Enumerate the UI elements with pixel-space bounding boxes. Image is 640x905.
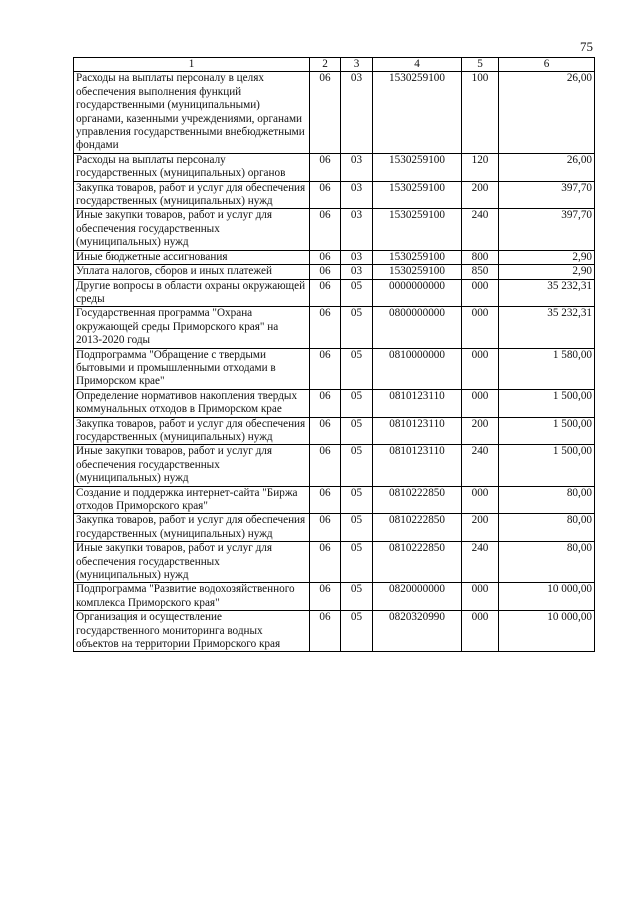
row-name: Иные закупки товаров, работ и услуг для обеспечения государственных (муниципальных) нужд [74,209,310,250]
table-row [74,389,595,417]
row-name: Уплата налогов, сборов и иных платежей [74,265,310,279]
row-expense-type: 200 [462,514,499,542]
row-subsection: 05 [341,389,373,417]
row-target-code: 0820320990 [373,611,462,652]
row-target-code: 0820000000 [373,583,462,611]
row-section: 06 [310,181,341,209]
row-amount: 80,00 [499,486,595,514]
row-amount: 397,70 [499,209,595,250]
row-subsection: 05 [341,486,373,514]
budget-table [73,57,595,652]
header-cell: 4 [373,58,462,72]
row-name: Иные закупки товаров, работ и услуг для обеспечения государственных (муниципальных) нужд [74,445,310,486]
row-section: 06 [310,417,341,445]
row-name: Определение нормативов накопления твердых коммунальных отходов в Приморском крае [74,389,310,417]
row-amount: 26,00 [499,153,595,181]
page-number: 75 [580,39,593,54]
row-section: 06 [310,445,341,486]
row-target-code: 0810000000 [373,348,462,389]
row-expense-type: 000 [462,389,499,417]
row-target-code: 1530259100 [373,181,462,209]
row-target-code: 0810222850 [373,486,462,514]
header-row [74,58,595,72]
row-target-code: 0810222850 [373,542,462,583]
row-section: 06 [310,348,341,389]
row-target-code: 1530259100 [373,209,462,250]
table-row [74,514,595,542]
header-cell: 1 [74,58,310,72]
row-section: 06 [310,209,341,250]
row-section: 06 [310,514,341,542]
row-subsection: 05 [341,611,373,652]
row-section: 06 [310,250,341,264]
row-section: 06 [310,307,341,348]
row-subsection: 05 [341,279,373,307]
row-target-code: 0000000000 [373,279,462,307]
row-name: Подпрограмма "Обращение с твердыми бытовыми и промышленными отходами в Приморском крае" [74,348,310,389]
table-row [74,486,595,514]
table-row [74,181,595,209]
row-subsection: 03 [341,209,373,250]
row-amount: 1 580,00 [499,348,595,389]
row-subsection: 03 [341,153,373,181]
row-name: Подпрограмма "Развитие водохозяйственного комплекса Приморского края" [74,583,310,611]
row-amount: 35 232,31 [499,307,595,348]
row-expense-type: 200 [462,181,499,209]
row-amount: 26,00 [499,72,595,153]
row-amount: 10 000,00 [499,611,595,652]
row-subsection: 03 [341,265,373,279]
row-target-code: 0810123110 [373,389,462,417]
row-expense-type: 000 [462,611,499,652]
row-section: 06 [310,583,341,611]
row-amount: 1 500,00 [499,445,595,486]
row-target-code: 1530259100 [373,153,462,181]
row-amount: 80,00 [499,542,595,583]
row-name: Расходы на выплаты персоналу в целях обеспечения выполнения функций государственными (муниципальными) органами, казенными учреждениями, органами управления государственными внебюджетными фондами [74,72,310,153]
row-name: Создание и поддержка интернет-сайта "Биржа отходов Приморского края" [74,486,310,514]
row-name: Иные бюджетные ассигнования [74,250,310,264]
row-name: Закупка товаров, работ и услуг для обеспечения государственных (муниципальных) нужд [74,514,310,542]
header-cell: 3 [341,58,373,72]
row-expense-type: 000 [462,279,499,307]
table-row [74,153,595,181]
row-section: 06 [310,611,341,652]
row-name: Другие вопросы в области охраны окружающей среды [74,279,310,307]
table-row [74,583,595,611]
table-row [74,250,595,264]
row-section: 06 [310,279,341,307]
row-amount: 80,00 [499,514,595,542]
table-row [74,279,595,307]
table-row [74,265,595,279]
row-expense-type: 000 [462,486,499,514]
row-subsection: 05 [341,417,373,445]
row-subsection: 05 [341,514,373,542]
row-amount: 35 232,31 [499,279,595,307]
row-subsection: 05 [341,307,373,348]
row-amount: 397,70 [499,181,595,209]
row-name: Организация и осуществление государственного мониторинга водных объектов на территории Приморского края [74,611,310,652]
row-amount: 2,90 [499,250,595,264]
row-target-code: 0810123110 [373,417,462,445]
row-name: Иные закупки товаров, работ и услуг для обеспечения государственных (муниципальных) нужд [74,542,310,583]
table-row [74,445,595,486]
row-expense-type: 850 [462,265,499,279]
row-subsection: 05 [341,583,373,611]
row-subsection: 03 [341,250,373,264]
row-expense-type: 240 [462,542,499,583]
row-amount: 10 000,00 [499,583,595,611]
row-expense-type: 800 [462,250,499,264]
header-cell: 2 [310,58,341,72]
row-amount: 2,90 [499,265,595,279]
row-section: 06 [310,265,341,279]
row-expense-type: 000 [462,307,499,348]
row-section: 06 [310,153,341,181]
table-row [74,209,595,250]
row-expense-type: 200 [462,417,499,445]
row-section: 06 [310,486,341,514]
table-row [74,542,595,583]
row-expense-type: 100 [462,72,499,153]
row-name: Закупка товаров, работ и услуг для обеспечения государственных (муниципальных) нужд [74,417,310,445]
table-row [74,611,595,652]
row-subsection: 03 [341,72,373,153]
row-target-code: 1530259100 [373,72,462,153]
table-row [74,307,595,348]
table-row [74,72,595,153]
row-name: Расходы на выплаты персоналу государственных (муниципальных) органов [74,153,310,181]
row-subsection: 05 [341,445,373,486]
row-expense-type: 000 [462,348,499,389]
row-amount: 1 500,00 [499,389,595,417]
row-section: 06 [310,389,341,417]
row-expense-type: 240 [462,209,499,250]
row-target-code: 1530259100 [373,265,462,279]
row-target-code: 1530259100 [373,250,462,264]
header-cell: 5 [462,58,499,72]
row-expense-type: 120 [462,153,499,181]
row-name: Государственная программа "Охрана окружающей среды Приморского края" на 2013-2020 годы [74,307,310,348]
row-expense-type: 240 [462,445,499,486]
header-cell: 6 [499,58,595,72]
row-subsection: 03 [341,181,373,209]
row-target-code: 0810222850 [373,514,462,542]
table-row [74,348,595,389]
row-target-code: 0810123110 [373,445,462,486]
row-subsection: 05 [341,542,373,583]
row-target-code: 0800000000 [373,307,462,348]
row-subsection: 05 [341,348,373,389]
row-section: 06 [310,72,341,153]
row-section: 06 [310,542,341,583]
table-row [74,417,595,445]
row-amount: 1 500,00 [499,417,595,445]
table-body [74,72,595,652]
row-expense-type: 000 [462,583,499,611]
row-name: Закупка товаров, работ и услуг для обеспечения государственных (муниципальных) нужд [74,181,310,209]
